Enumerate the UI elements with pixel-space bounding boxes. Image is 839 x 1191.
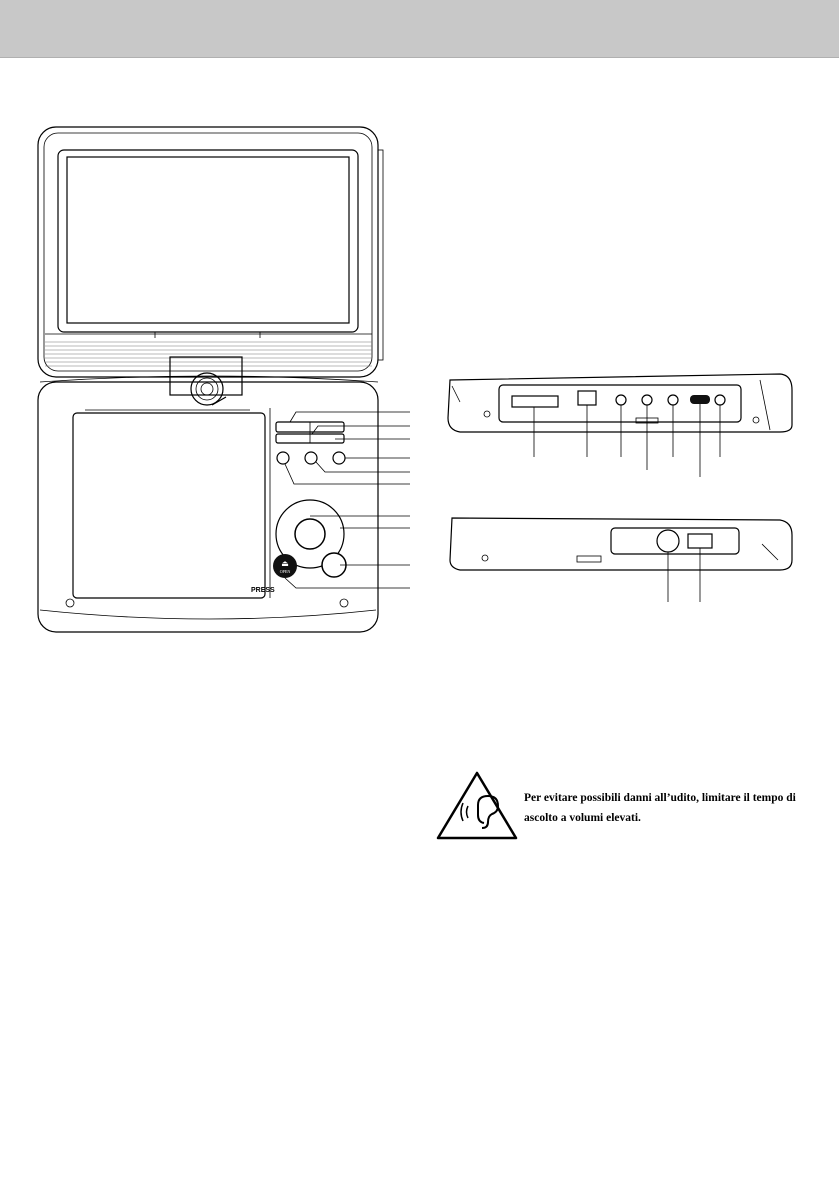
eject-label: OPEN [279, 569, 291, 574]
power-switch [690, 395, 710, 404]
hearing-warning-text: Per evitare possibili danni all’udito, limitare il tempo di ascolto a volumi elevati. [524, 792, 796, 824]
swivel-hinge [40, 357, 378, 405]
hdmi-port [688, 534, 712, 548]
jack-3 [668, 395, 678, 405]
press-label: PRESS [251, 587, 275, 594]
jack-1 [616, 395, 626, 405]
round-button-2 [305, 452, 317, 464]
speaker-grille [45, 342, 372, 366]
svg-text:▲: ▲ [307, 504, 313, 510]
card-slot [512, 396, 558, 407]
eject-icon: ⏏ [281, 559, 289, 568]
round-button-3 [333, 452, 345, 464]
enter-button [295, 519, 325, 549]
player-base [38, 382, 378, 632]
svg-text:▶: ▶ [334, 532, 340, 538]
svg-text:▼: ▼ [307, 562, 313, 568]
disc-lid [73, 413, 265, 598]
player-screen-lid [38, 127, 383, 377]
side-view-connectors [448, 374, 792, 432]
jack-2 [642, 395, 652, 405]
lcd-display [67, 157, 349, 323]
svg-text:◀: ◀ [281, 532, 287, 538]
usb-port [578, 391, 596, 405]
hearing-warning-triangle-icon [438, 773, 516, 838]
side-view-av-out [450, 518, 792, 570]
callout-lines-side-view-1 [534, 404, 720, 477]
round-port [657, 530, 679, 552]
dc-in-jack [715, 395, 725, 405]
round-button-1 [277, 452, 289, 464]
callout-lines-side-view-2 [668, 548, 700, 602]
